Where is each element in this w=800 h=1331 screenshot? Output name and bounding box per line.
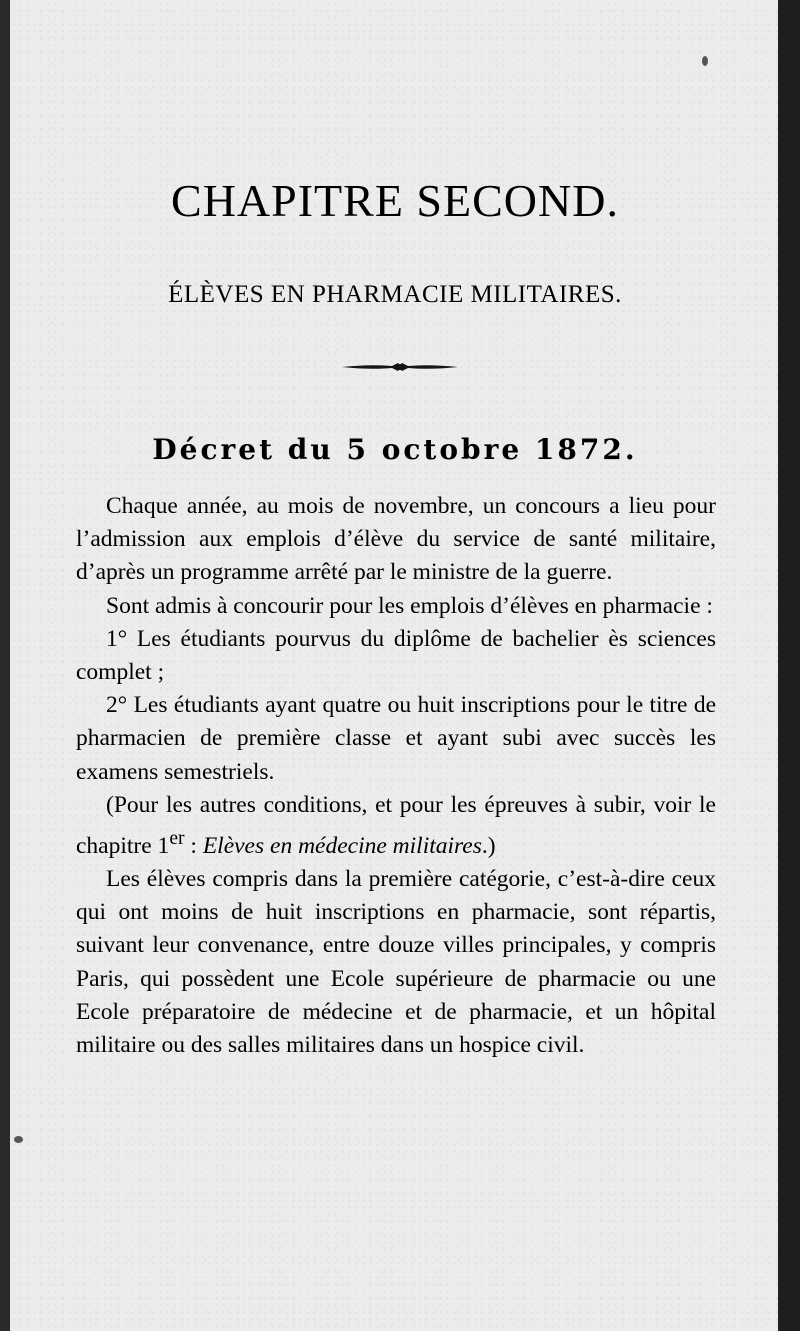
paragraph-text: (Pour les autres conditions, et pour les épreuves à subir, voir le chapitre 1 xyxy=(76,791,716,859)
paragraph: Les élèves compris dans la première catégorie, c’est-à-dire ceux qui ont moins de huit inscriptions en pharmacie, sont répartis, suivant leur convenance, entre douze villes principales, y compris Paris, qui possèdent une Ecole supérieure de pharmacie ou une Ecole préparatoire de médecine et de pharmacie, et un hôpital militaire ou des salles militaires dans un hospice civil. xyxy=(76,866,716,1059)
paragraph: 1° Les étudiants pourvus du diplôme de bachelier ès sciences complet ; xyxy=(76,625,716,686)
decree-heading: Décret du 5 octobre 1872. xyxy=(152,433,638,466)
paragraph xyxy=(76,789,716,863)
superscript: er xyxy=(169,828,185,850)
paragraph-text: : xyxy=(184,832,203,859)
italic-reference: Elèves en médecine militaires xyxy=(202,832,482,859)
paragraph-text: .) xyxy=(481,832,496,859)
speck xyxy=(14,1136,23,1143)
speck xyxy=(702,56,708,66)
body-text xyxy=(76,490,716,1062)
ornament-divider-icon xyxy=(340,360,460,374)
paragraph: Chaque année, au mois de novembre, un concours a lieu pour l’admission aux emplois d’élève du service de santé militaire, d’après un programme arrêté par le ministre de la guerre. xyxy=(76,493,716,586)
paragraph: 2° Les étudiants ayant quatre ou huit inscriptions pour le titre de pharmacien de première classe et ayant subi avec succès les examens semestriels. xyxy=(76,692,716,785)
paragraph: Sont admis à concourir pour les emplois d’élèves en pharmacie : xyxy=(106,592,713,619)
chapter-title: CHAPITRE SECOND. xyxy=(171,175,619,226)
section-subtitle: ÉLÈVES EN PHARMACIE MILITAIRES. xyxy=(168,281,622,308)
